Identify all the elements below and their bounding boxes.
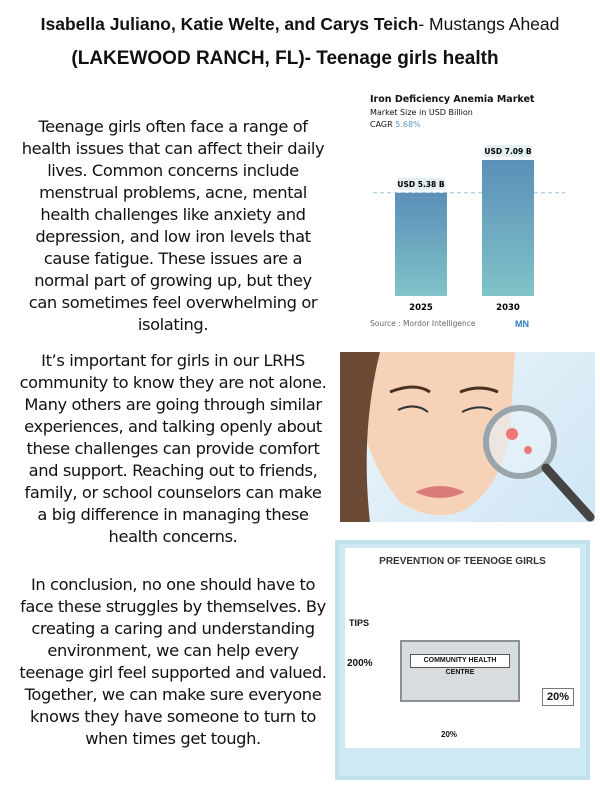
infographic-stat-3: 20% bbox=[441, 730, 458, 739]
acne-magnifier-illustration bbox=[340, 352, 595, 522]
acne-spot-icon bbox=[506, 428, 518, 440]
chart-bar-2025 bbox=[395, 193, 447, 296]
publication-name: - Mustangs Ahead bbox=[418, 14, 560, 34]
infographic-stat-2: 20% bbox=[542, 688, 574, 706]
dateline-headline: (LAKEWOOD RANCH, FL)- Teenage girls health bbox=[71, 48, 499, 69]
infographic-tips: TIPS bbox=[349, 618, 370, 628]
building-sign: COMMUNITY HEALTH CENTRE bbox=[410, 654, 510, 668]
chart-bar-2030 bbox=[482, 160, 534, 296]
x-tick-2030: 2030 bbox=[496, 303, 520, 313]
infographic-title: PREVENTION OF TEENOGE GIRLS bbox=[379, 556, 546, 567]
prevention-infographic bbox=[335, 540, 590, 780]
health-centre-building-icon bbox=[400, 640, 520, 702]
cagr-value: 5.68% bbox=[395, 120, 421, 129]
chart-source: Source : Mordor Intelligence bbox=[370, 319, 476, 328]
data-label-2030: USD 7.09 B bbox=[484, 147, 532, 156]
article-byline bbox=[0, 14, 600, 35]
paragraph-3: In conclusion, no one should have to face these struggles by themselves. By creating a caring and understanding environment, we can help every teenage girl feel supported and valued. Together, we can make sure everyone knows they have someone to turn to when times get tough. bbox=[19, 575, 327, 748]
chart-subtitle: Market Size in USD Billion bbox=[370, 108, 473, 117]
chart-title: Iron Deficiency Anemia Market bbox=[370, 94, 535, 105]
mordor-logo-icon: MN bbox=[515, 319, 529, 329]
anemia-market-chart bbox=[365, 90, 587, 335]
paragraph-2: It’s important for girls in our LRHS community to know they are not alone. Many others are going through similar experiences, and talking openly about these challenges can provide comfort and support. Reaching out to friends, family, or school counselors can make a big difference in managing these health concerns. bbox=[19, 351, 327, 546]
chart-plot bbox=[365, 90, 587, 335]
cagr-label: CAGR bbox=[370, 120, 393, 129]
infographic-stat-1: 200% bbox=[347, 658, 373, 669]
x-tick-2025: 2025 bbox=[409, 303, 433, 313]
authors: Isabella Juliano, Katie Welte, and Carys Teich bbox=[40, 14, 419, 34]
data-label-2025: USD 5.38 B bbox=[397, 179, 445, 189]
paragraph-1: Teenage girls often face a range of health issues that can affect their daily lives. Common concerns include menstrual problems, acne, mental health challenges like anxiety and depression, and low iron levels that cause fatigue. These issues are a normal part of growing up, but they can sometimes feel overwhelming or isolating. bbox=[21, 117, 325, 334]
